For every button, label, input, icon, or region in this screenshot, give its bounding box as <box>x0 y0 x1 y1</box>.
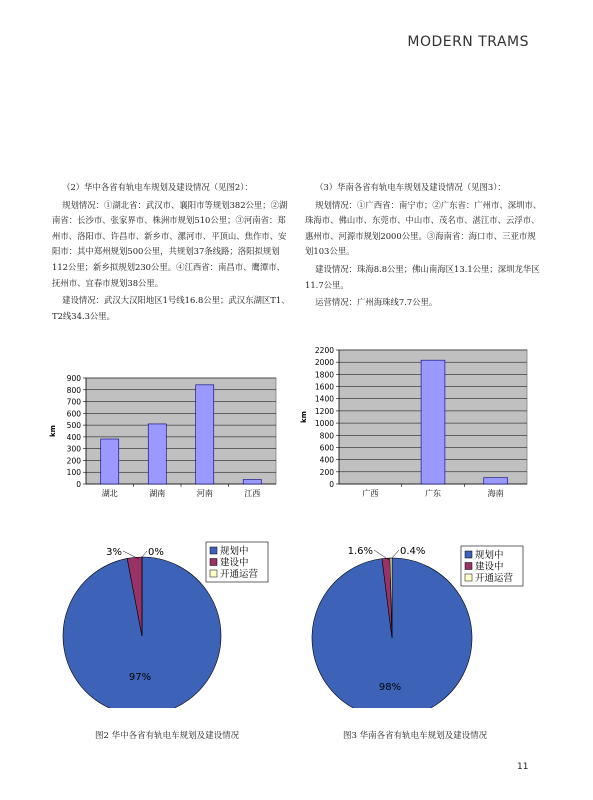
y-tick-label: 400 <box>66 432 81 442</box>
y-tick-label: 1800 <box>314 370 334 380</box>
page-number: 11 <box>517 762 529 772</box>
pie-data-label: 1.6% <box>347 546 373 557</box>
bar <box>243 480 261 484</box>
y-tick-label: 1000 <box>314 419 334 429</box>
leader-line <box>392 550 399 558</box>
legend-swatch <box>210 559 217 566</box>
x-tick-label: 广东 <box>425 489 441 498</box>
x-tick-label: 江西 <box>244 489 261 498</box>
bar <box>421 360 445 484</box>
y-tick-label: 600 <box>66 409 81 419</box>
left-planning-paragraph: 规划情况：①湖北省：武汉市、襄阳市等规划382公里；②湖南省：长沙市、张家界市、株洲市规划510公里；③河南省：郑州市、洛阳市、许昌市、新乡市、漯河市、平顶山、焦作市、安阳市：其中郑州规划500公里，共规划37条线路；洛阳拟规划112公里；新乡拟规划230公里。④江西省：南昌市、鹰潭市、抚州市、宜春市规划38公里。 <box>52 199 288 288</box>
bar <box>101 439 119 484</box>
y-tick-label: 1600 <box>314 382 334 392</box>
y-tick-label: 200 <box>66 456 81 466</box>
pie-chart-south-china <box>302 536 532 708</box>
y-axis-label: km <box>49 425 57 437</box>
bar <box>148 424 166 484</box>
right-construction-paragraph: 建设情况：珠海8.8公里；佛山南海区13.1公里；深圳龙华区11.7公里。 <box>305 263 540 290</box>
legend-swatch <box>210 547 217 554</box>
right-column-text <box>305 180 543 313</box>
legend-label: 开通运营 <box>220 569 259 580</box>
y-tick-label: 2200 <box>314 346 334 355</box>
leader-line <box>142 551 147 557</box>
legend-label: 开通运营 <box>475 573 514 584</box>
legend-label: 建设中 <box>220 557 249 569</box>
running-header: MODERN TRAMS <box>407 34 529 50</box>
pie-data-label: 97% <box>128 672 152 683</box>
y-tick-label: 100 <box>66 468 81 478</box>
legend-label: 规划中 <box>475 550 504 561</box>
y-tick-label: 1400 <box>314 394 334 404</box>
y-tick-label: 500 <box>66 421 81 431</box>
y-tick-label: 200 <box>319 467 334 477</box>
bar-chart-central-china <box>44 368 289 502</box>
y-tick-label: 0 <box>329 480 334 489</box>
legend-swatch <box>465 563 472 570</box>
figure-3-caption: 图3 华南各省有轨电车规划及建设情况 <box>343 731 488 741</box>
right-heading: （3）华南各省有轨电车规划及建设情况（见图3）： <box>315 182 506 192</box>
pie-data-label: 0% <box>148 547 164 558</box>
y-tick-label: 600 <box>319 443 334 453</box>
legend-swatch <box>465 551 472 558</box>
left-heading: （2）华中各省有轨电车规划及建设情况（见图2）： <box>62 182 253 192</box>
bar <box>484 478 508 484</box>
left-column-text <box>52 180 290 326</box>
pie-chart-central-china <box>58 536 283 708</box>
bar-chart-south-china <box>296 340 536 502</box>
legend-swatch <box>465 574 472 581</box>
x-tick-label: 河南 <box>196 489 213 498</box>
y-tick-label: 300 <box>66 444 81 454</box>
x-tick-label: 广西 <box>362 489 379 498</box>
x-tick-label: 湖北 <box>101 489 118 498</box>
figure-2-caption: 图2 华中各省有轨电车规划及建设情况 <box>95 731 240 741</box>
y-tick-label: 400 <box>319 455 334 465</box>
x-tick-label: 海南 <box>487 489 504 498</box>
right-planning-paragraph: 规划情况：①广西省：南宁市；②广东省：广州市、深圳市、珠海市、佛山市、东莞市、中山市、茂名市、湛江市、云浮市、惠州市、河源市规划2000公里。③海南省：海口市、三亚市规划103公里。 <box>305 199 542 257</box>
x-tick-label: 湖南 <box>149 489 166 498</box>
bar <box>196 385 214 484</box>
right-operation-paragraph: 运营情况：广州海珠线7.7公里。 <box>315 297 438 308</box>
pie-data-label: 0.4% <box>400 546 426 557</box>
legend-label: 建设中 <box>475 561 504 573</box>
y-tick-label: 700 <box>66 397 81 407</box>
pie-data-label: 98% <box>378 682 402 693</box>
y-tick-label: 800 <box>66 385 81 395</box>
left-construction-paragraph: 建设情况：武汉大汉阳地区1号线16.8公里；武汉东湖区T1、T2线34.3公里。 <box>52 295 290 321</box>
y-tick-label: 2000 <box>314 358 334 368</box>
legend-swatch <box>210 570 217 577</box>
y-tick-label: 900 <box>66 374 81 383</box>
y-tick-label: 1200 <box>314 406 334 416</box>
legend-label: 规划中 <box>220 546 249 557</box>
y-tick-label: 800 <box>319 431 334 441</box>
pie-data-label: 3% <box>106 547 122 558</box>
y-tick-label: 0 <box>76 480 81 489</box>
y-axis-label: km <box>300 411 308 423</box>
